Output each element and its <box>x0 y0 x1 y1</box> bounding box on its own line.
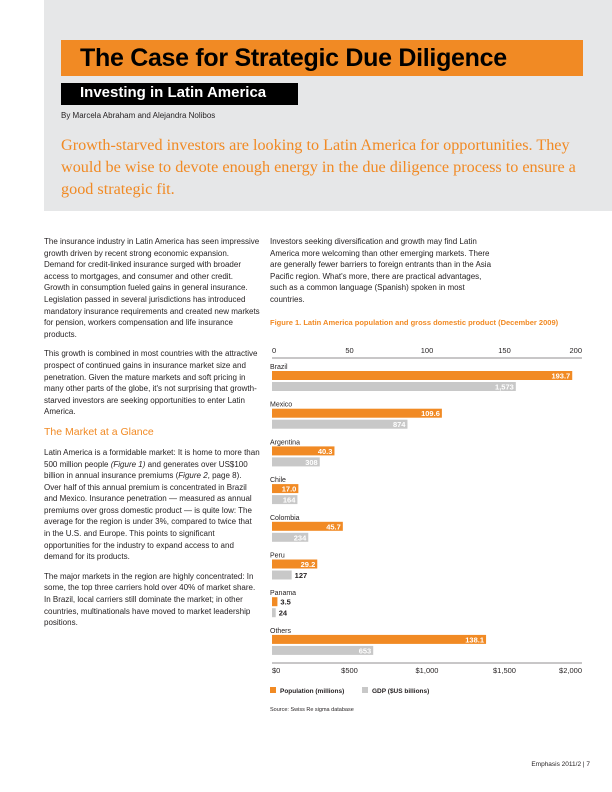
legend-swatch-population <box>270 687 276 693</box>
population-bar <box>272 635 486 644</box>
legend-label-gdp: GDP ($US billions) <box>372 688 430 695</box>
category-label: Mexico <box>270 401 293 409</box>
top-axis-tick-label: 200 <box>569 346 582 355</box>
top-axis-tick-label: 100 <box>420 346 434 355</box>
population-value-label: 109.6 <box>421 409 440 419</box>
gdp-bar <box>272 420 407 429</box>
top-axis-tick-label: 50 <box>345 346 354 355</box>
category-label: Chile <box>270 477 286 485</box>
population-bar <box>272 409 442 418</box>
gdp-bar <box>272 382 516 391</box>
gdp-bar <box>272 608 276 617</box>
byline: By Marcela Abraham and Alejandra Nolibos <box>61 111 216 120</box>
population-value-label: 29.2 <box>300 560 316 569</box>
figure-title: Figure 1. Latin America population and gross domestic product (December 2009) <box>270 318 559 327</box>
legend-label-population: Population (millions) <box>280 688 345 695</box>
section-heading: The Market at a Glance <box>44 425 154 438</box>
gdp-value-label: 874 <box>392 420 406 430</box>
text-run: and generates over US$100 billion in annual insurance premiums ( <box>44 459 248 481</box>
category-label: Brazil <box>270 364 288 371</box>
bottom-axis-tick-label: $2,000 <box>559 666 582 675</box>
paragraph: The major markets in the region are highly concentrated: In some, the top three carriers hold over 40% of market share. In Brazil, local carriers still dominate the market; in other countries, multinationals have moved to market leadership positions. <box>44 571 256 628</box>
category-label: Argentina <box>270 439 300 447</box>
bottom-axis-tick-label: $1,500 <box>493 666 516 675</box>
population-value-label: 17.0 <box>281 484 297 494</box>
gdp-value-label: 308 <box>305 457 318 467</box>
population-value-label: 193.7 <box>551 371 571 381</box>
population-bar <box>272 597 277 606</box>
bottom-axis-tick-label: $0 <box>272 666 281 675</box>
paragraph: Investors seeking diversification and growth may find Latin America more welcoming than other emerging markets. There are generally fewer barriers to foreign entrants than in the Asia Pacific region. What's more, there are practical advantages, such as a common language (Spanish) spoken in most countries. <box>270 237 492 304</box>
population-value-label: 45.7 <box>326 522 341 532</box>
article-subtitle: Investing in Latin America <box>80 84 267 101</box>
population-value-label: 40.3 <box>317 446 333 456</box>
lede: Growth-starved investors are looking to Latin America for opportunities. They would be wise to devote enough energy in the due diligence process to ensure a good strategic fit. <box>61 136 576 198</box>
category-label: Peru <box>270 552 285 560</box>
text-run: , page 8). Over half of this annual premium is concentrated in Brazil and Mexico. Insurance penetration — measured as annual premiums over gross domestic product — is quite low: The average for the region is under 3%, compared to twice that in the U.S. and Europe. This points to significant opportunities for the industry to expand access to and demand for its products. <box>44 471 252 562</box>
article-title: The Case for Strategic Due Diligence <box>80 44 507 72</box>
gdp-value-label: 164 <box>282 495 296 505</box>
category-label: Panama <box>270 590 297 598</box>
text-run: Latin America is a formidable market: It is home to more than 500 million people <box>44 447 260 469</box>
category-label: Others <box>270 627 292 635</box>
top-axis-tick-label: 150 <box>498 346 511 355</box>
paragraph: The insurance industry in Latin America has seen impressive growth driven by recent strong economic expansion. Demand for credit-linked insurance surged with broader access to mortgages, and consumer and other credit. Growth in consumption fueled gains in general insurance. Legislation passed in several jurisdictions has introduced mandatory insurance requirements and created new markets for pension, workers compensation and life insurance products. <box>44 237 260 339</box>
population-value-label: 3.5 <box>280 597 291 607</box>
figure-reference: (Figure 1) <box>110 459 146 469</box>
population-bar <box>272 371 572 380</box>
gdp-bar <box>272 571 292 580</box>
category-label: Colombia <box>270 514 300 522</box>
bottom-axis-tick-label: $500 <box>341 666 358 675</box>
gdp-value-label: 1,573 <box>495 382 514 392</box>
gdp-value-label: 234 <box>293 533 307 543</box>
paragraph: This growth is combined in most countries with the attractive prospect of continued gains in insurance market size and penetration. Given the mature markets and soft pricing in many other parts of the globe, it's not surprising that growth-starved investors are seeking opportunities to enter Latin America. <box>44 349 258 417</box>
figure-reference: Figure 2 <box>178 471 208 481</box>
figure-source: Source: Swiss Re sigma database <box>270 707 354 713</box>
bottom-axis-tick-label: $1,000 <box>415 666 439 675</box>
page-footer: Emphasis 2011/2 | 7 <box>531 761 590 768</box>
legend-swatch-gdp <box>362 687 368 693</box>
gdp-value-label: 127 <box>294 571 308 580</box>
gdp-value-label: 24 <box>278 608 288 618</box>
gdp-value-label: 653 <box>358 646 372 656</box>
population-value-label: 138.1 <box>465 635 485 645</box>
top-axis-tick-label: 0 <box>272 346 277 355</box>
